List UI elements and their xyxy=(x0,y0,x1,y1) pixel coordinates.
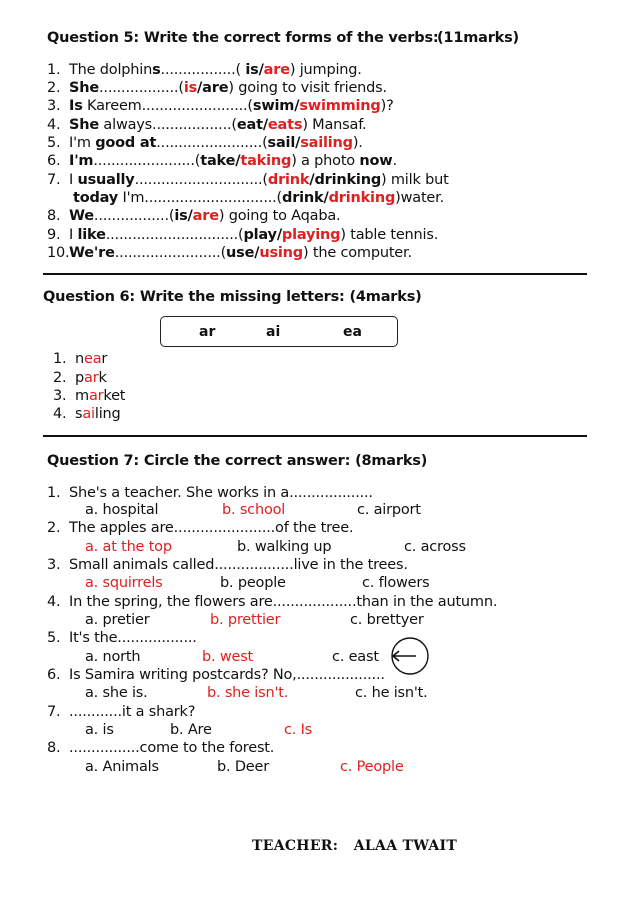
letter-choice-ai: ai xyxy=(266,324,281,340)
q5-item-7b: today I'm..............................(drink/drinking)water. xyxy=(73,190,444,206)
q7-option-5c[interactable]: c. east xyxy=(332,649,379,665)
q7-option-6c[interactable]: c. he isn't. xyxy=(355,685,428,701)
divider-1 xyxy=(43,273,587,275)
q5-item-3: 3. Is Kareem........................(swim/swimming)? xyxy=(47,98,394,114)
q7-option-2a[interactable]: a. at the top xyxy=(85,539,172,555)
q5-item-2: 2. She..................(is/are) going to visit friends. xyxy=(47,80,387,96)
q7-option-3c[interactable]: c. flowers xyxy=(362,575,430,591)
teacher-credit xyxy=(252,838,457,854)
q7-question-3: 3. Small animals called..................live in the trees. xyxy=(47,557,408,573)
q5-item-5: 5. I'm good at........................(sail/sailing). xyxy=(47,135,363,151)
q7-option-8b[interactable]: b. Deer xyxy=(217,759,269,775)
q7-option-6b[interactable]: b. she isn't. xyxy=(207,685,289,701)
divider-2 xyxy=(43,435,587,437)
letter-choices-box xyxy=(160,316,398,347)
q6-item-1: 1. near xyxy=(53,351,108,367)
compass-west-arrow-icon xyxy=(387,636,429,676)
q7-question-5: 5. It's the.................. xyxy=(47,630,197,646)
q5-item-8: 8. We.................(is/are) going to Aqaba. xyxy=(47,208,341,224)
q5-item-1: 1. The dolphins.................( is/are) jumping. xyxy=(47,62,362,78)
q7-option-8a[interactable]: a. Animals xyxy=(85,759,159,775)
q6-item-2: 2. park xyxy=(53,370,107,386)
q6-item-4: 4. sailing xyxy=(53,406,121,422)
letter-choice-ea: ea xyxy=(343,324,362,340)
q5-item-9: 9. I like..............................(play/playing) table tennis. xyxy=(47,227,439,243)
q7-option-3a[interactable]: a. squirrels xyxy=(85,575,163,591)
q7-option-6a[interactable]: a. she is. xyxy=(85,685,148,701)
q7-option-2c[interactable]: c. across xyxy=(404,539,466,555)
q7-option-8c[interactable]: c. People xyxy=(340,759,404,775)
q7-option-4c[interactable]: c. brettyer xyxy=(350,612,424,628)
q7-option-5a[interactable]: a. north xyxy=(85,649,141,665)
q7-option-5b[interactable]: b. west xyxy=(202,649,254,665)
q5-item-6: 6. I'm.......................(take/taking) a photo now. xyxy=(47,153,397,169)
teacher-name: ALAA TWAIT xyxy=(353,838,458,854)
q5-title: Question 5: Write the correct forms of the verbs: xyxy=(47,30,439,46)
q7-question-4: 4. In the spring, the flowers are...................than in the autumn. xyxy=(47,594,498,610)
q5-marks: (11marks) xyxy=(437,30,519,46)
q5-item-4: 4. She always..................(eat/eats) Mansaf. xyxy=(47,117,367,133)
q7-option-7a[interactable]: a. is xyxy=(85,722,114,738)
q7-option-3b[interactable]: b. people xyxy=(220,575,286,591)
q7-option-1a[interactable]: a. hospital xyxy=(85,502,159,518)
q7-question-2: 2. The apples are.......................of the tree. xyxy=(47,520,354,536)
q7-question-1: 1. She's a teacher. She works in a................... xyxy=(47,485,373,501)
q7-option-1b[interactable]: b. school xyxy=(222,502,286,518)
q5-item-7: 7. I usually.............................(drink/drinking) milk but xyxy=(47,172,449,188)
letter-choice-ar: ar xyxy=(199,324,216,340)
q7-question-6: 6. Is Samira writing postcards? No,.................... xyxy=(47,667,385,683)
q7-option-4b[interactable]: b. prettier xyxy=(210,612,281,628)
teacher-label: TEACHER: xyxy=(252,838,339,854)
q7-option-7b[interactable]: b. Are xyxy=(170,722,212,738)
q5-item-10: 10.We're........................(use/using) the computer. xyxy=(47,245,412,261)
q7-question-8: 8. ................come to the forest. xyxy=(47,740,275,756)
q7-option-2b[interactable]: b. walking up xyxy=(237,539,332,555)
q6-title: Question 6: Write the missing letters: (4marks) xyxy=(43,289,422,305)
q7-question-7: 7. ............it a shark? xyxy=(47,704,196,720)
q7-option-7c[interactable]: c. Is xyxy=(284,722,313,738)
q6-item-3: 3. market xyxy=(53,388,126,404)
q7-option-4a[interactable]: a. pretier xyxy=(85,612,150,628)
q7-title: Question 7: Circle the correct answer: (8marks) xyxy=(47,453,428,469)
q7-option-1c[interactable]: c. airport xyxy=(357,502,421,518)
